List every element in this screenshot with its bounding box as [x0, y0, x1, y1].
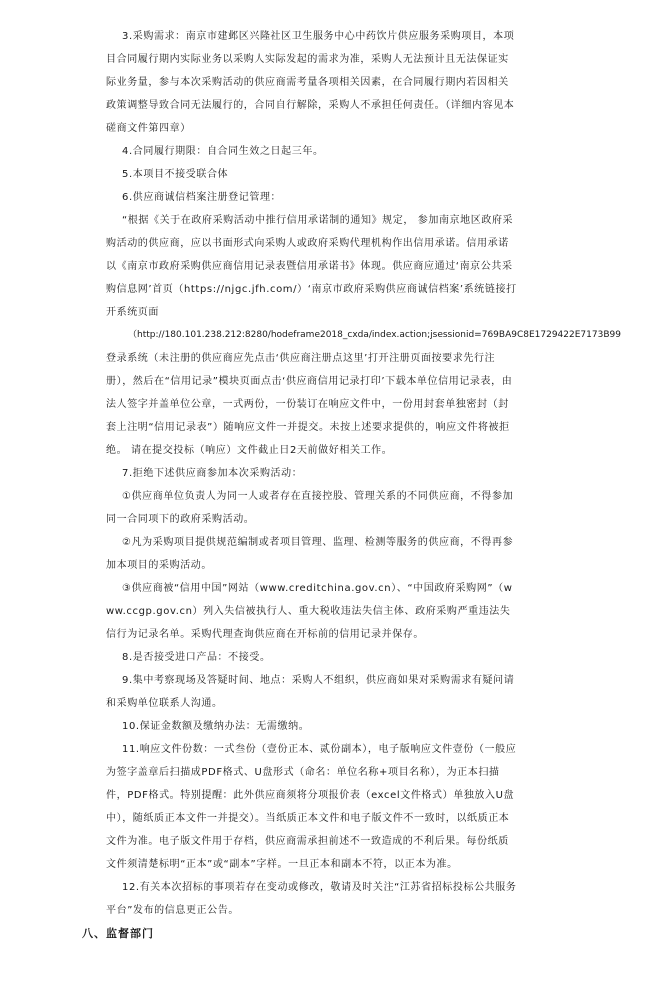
system-url-line: （http://180.101.238.212:8280/hodeframe2018_cxda/index.action;jsessionid=769BA9C8E1729422E7173B99 [128, 330, 621, 340]
paragraph-contract-term: 4.合同履行期限：自合同生效之日起三年。 [122, 146, 324, 157]
paragraph-no-consortium: 5.本项目不接受联合体 [122, 169, 229, 180]
paragraph-login-instructions: 登录系统（未注册的供应商应先点击‘供应商注册点这里’打开注册页面按要求先行注册），然后在“信用记录”模块页面点击‘供应商信用记录打印’下载本单位信用记录表，由法人签字并盖单位公章，一式两份，一份装订在响应文件中，一份用封套单独密封（封套上注明“信用记录表”）随响应文件一并提交。未按上述要求提供的，响应文件将被拒绝。 请在提交投标（响应）文件截止日2天前做好相关工作。 [106, 353, 513, 456]
paragraph-procurement-requirements: 3.采购需求：南京市建邺区兴隆社区卫生服务中心中药饮片供应服务采购项目，本项目合同履行期内实际业务以采购人实际发起的需求为准，采购人无法预计且无法保证实际业务量，参与本次采购活动的供应商需考量各项相关因素，在合同履行期内若因相关政策调整导致合同无法履行的，合同自行解除，采购人不承担任何责任。（详细内容见本磋商文件第四章） [106, 31, 515, 134]
paragraph-refuse-item-1: ①供应商单位负责人为同一人或者存在直接控股、管理关系的不同供应商，不得参加同一合同项下的政府采购活动。 [106, 491, 514, 525]
paragraph-refuse-item-3: ③供应商被“信用中国”网站（www.creditchina.gov.cn）、“中国政府采购网”（www.ccgp.gov.cn）列入失信被执行人、重大税收违法失信主体、政府采购严重违法失信行为记录名单。采购代理查询供应商在开标前的信用记录并保存。 [106, 583, 513, 640]
paragraph-site-inspection: 9.集中考察现场及答疑时间、地点：采购人不组织，供应商如果对采购需求有疑问请和采购单位联系人沟通。 [106, 675, 515, 709]
section-heading-supervision: 八、监督部门 [82, 927, 154, 940]
paragraph-refuse-suppliers: 7.拒绝下述供应商参加本次采购活动： [122, 468, 303, 479]
paragraph-response-copies: 11.响应文件份数：一式叁份（壹份正本、贰份副本），电子版响应文件壹份（一般应为签字盖章后扫描成PDF格式、U盘形式（命名：单位名称+项目名称），为正本扫描件，PDF格式。特别提醒：此外供应商须将分项报价表（excel文件格式）单独放入U盘中），随纸质正本文件一并提交）。当纸质正本文件和电子版文件不一致时，以纸质正本文件为准。电子版文件用于存档，供应商需承担前述不一致造成的不利后果。每份纸质文件须清楚标明“正本”或“副本”字样。一旦正本和副本不符，以正本为准。 [106, 744, 517, 870]
paragraph-integrity-registration: 6.供应商诚信档案注册登记管理： [122, 192, 282, 203]
paragraph-refuse-item-2: ②凡为采购项目提供规范编制或者项目管理、监理、检测等服务的供应商，不得再参加本项目的采购活动。 [106, 537, 514, 571]
paragraph-change-notice: 12.有关本次招标的事项若存在变动或修改，敬请及时关注“江苏省招标投标公共服务平台”发布的信息更正公告。 [106, 882, 517, 916]
paragraph-deposit: 10.保证金数额及缴纳办法：无需缴纳。 [122, 721, 310, 732]
paragraph-imported-products: 8.是否接受进口产品：不接受。 [122, 652, 271, 663]
paragraph-credit-commitment: “根据《关于在政府采购活动中推行信用承诺制的通知》规定， 参加南京地区政府采购活动的供应商，应以书面形式向采购人或政府采购代理机构作出信用承诺。信用承诺以《南京市政府采购供应商信用记录表暨信用承诺书》体现。供应商应通过‘南京公共采购信息网’首页（https://njgc.jfh.com/）‘南京市政府采购供应商诚信档案’系统链接打开系统页面 [106, 215, 517, 318]
